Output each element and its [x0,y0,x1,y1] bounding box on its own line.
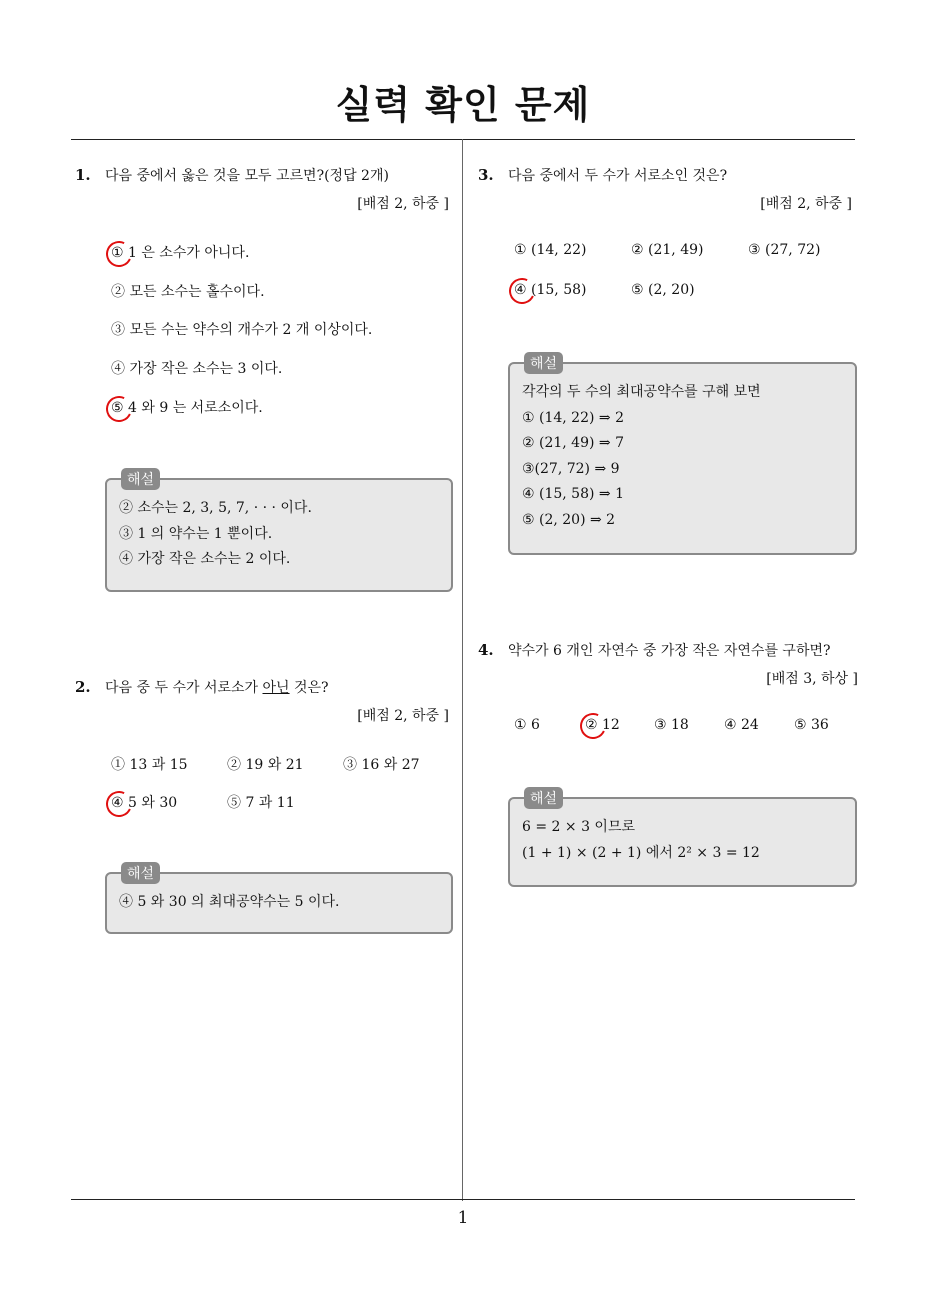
q2-option-2[interactable] [227,754,304,774]
explanation-line: ② (21, 49) ⇒ 7 [522,435,624,451]
option-mark: ① [111,757,125,773]
question-text: 약수가 6 개인 자연수 중 가장 작은 자연수를 구하면? [508,643,831,659]
question-text [105,677,329,697]
question-1 [75,165,449,213]
option-text: 19 와 21 [245,757,304,773]
explanation-line: (1 + 1) × (2 + 1) 에서 2² × 3 = 12 [522,844,760,861]
explanation-line: ⑤ (2, 20) ⇒ 2 [522,511,616,528]
score-info: [배점 2, 하중 ] [760,196,852,212]
question-3 [478,165,852,213]
answer-circle-mark: ② [585,717,598,733]
option-text: 모든 수는 약수의 개수가 2 개 이상이다. [129,322,373,338]
q2-option-5[interactable] [227,792,295,812]
question-text-underlined: 아닌 [262,680,290,696]
option-mark: ③ [111,322,125,338]
question-number: 4. [478,641,494,659]
question-4 [478,640,858,688]
q4-option-1[interactable] [514,717,540,733]
explanation-line: 각각의 두 수의 최대공약수를 구해 보면 [522,384,761,400]
explanation-line: ④ (15, 58) ⇒ 1 [522,486,624,502]
q2-option-3[interactable] [343,754,420,774]
option-mark: ① [514,242,527,258]
option-text: 13 과 15 [129,757,188,773]
explanation-line: ③(27, 72) ⇒ 9 [522,460,620,477]
option-mark: ⑤ [227,795,241,811]
explanation-label: 해설 [121,468,160,490]
page-title: 실력 확인 문제 [335,83,591,127]
option-text: (15, 58) [531,282,587,298]
option-text: 24 [741,717,759,733]
q1-explanation-box [105,472,453,592]
question-text-part: 것은? [289,680,329,696]
question-text: 다음 중에서 옳은 것을 모두 고르면?(정답 2개) [105,168,389,184]
option-text: 모든 소수는 홀수이다. [129,284,265,300]
explanation-line: ② 소수는 2, 3, 5, 7, · · · 이다. [119,500,312,516]
page-number: 1 [457,1208,469,1228]
score-info: [배점 3, 하상 ] [766,671,858,687]
option-mark: ② [631,242,644,258]
top-divider [71,139,855,140]
column-divider [462,139,463,1201]
explanation-line: ① (14, 22) ⇒ 2 [522,409,624,426]
explanation-label: 해설 [524,352,563,374]
option-mark: ④ [724,717,737,733]
option-text: (21, 49) [648,242,704,258]
q4-option-2[interactable] [585,717,620,733]
q3-option-5[interactable] [631,282,695,298]
q1-option-3[interactable] [111,319,372,339]
option-text: 6 [531,717,540,733]
option-mark: ⑤ [794,717,807,733]
q2-option-1[interactable] [111,754,188,774]
question-number: 2. [75,678,91,696]
option-text: 5 와 30 [128,795,178,811]
score-info: [배점 2, 하중 ] [357,708,449,724]
explanation-line: ③ 1 의 약수는 1 뿐이다. [119,525,273,542]
q4-explanation-box [508,791,857,887]
option-text: 36 [811,717,829,733]
option-text: 1 은 소수가 아니다. [128,245,250,261]
bottom-divider [71,1199,855,1200]
option-text: 18 [671,717,689,733]
q4-option-3[interactable] [654,717,689,733]
question-text: 다음 중에서 두 수가 서로소인 것은? [508,168,728,184]
explanation-line: ④ 5 와 30 의 최대공약수는 5 이다. [119,894,340,910]
option-text: (14, 22) [531,242,587,258]
answer-circle-mark: ④ [514,282,527,298]
question-2 [75,677,449,725]
option-mark: ② [227,757,241,773]
explanation-line: ④ 가장 작은 소수는 2 이다. [119,551,291,567]
option-text: 4 와 9 는 서로소이다. [128,400,263,416]
explanation-label: 해설 [121,862,160,884]
option-mark: ② [111,284,125,300]
q4-option-4[interactable] [724,717,759,733]
q3-option-2[interactable] [631,242,703,258]
option-text: (2, 20) [648,282,695,298]
q3-explanation-box [508,356,857,555]
q1-option-1[interactable] [111,242,249,262]
q1-option-2[interactable] [111,281,265,301]
option-text: 7 과 11 [245,795,295,811]
option-mark: ① [514,717,527,733]
score-info: [배점 2, 하중 ] [357,196,449,212]
answer-circle-mark: ④ [111,795,124,811]
option-mark: ③ [748,242,761,258]
explanation-line: 6 = 2 × 3 이므로 [522,819,636,835]
option-mark: ③ [343,757,357,773]
question-number: 3. [478,166,494,184]
q2-option-4[interactable] [111,792,177,812]
q3-option-3[interactable] [748,242,820,258]
question-text-part: 다음 중 두 수가 서로소가 [105,680,263,696]
q3-option-4[interactable] [514,282,586,298]
explanation-label: 해설 [524,787,563,809]
option-text: (27, 72) [765,242,821,258]
question-number: 1. [75,166,91,184]
q4-option-5[interactable] [794,717,829,733]
option-mark: ③ [654,717,667,733]
answer-circle-mark: ① [111,245,124,261]
option-text: 16 와 27 [361,757,420,773]
option-text: 가장 작은 소수는 3 이다. [129,361,283,377]
q3-option-1[interactable] [514,242,586,258]
option-mark: ⑤ [631,282,644,298]
q1-option-4[interactable] [111,358,282,378]
option-text: 12 [602,717,620,733]
option-mark: ④ [111,361,125,377]
answer-circle-mark: ⑤ [111,400,124,416]
q1-option-5[interactable] [111,397,263,417]
q2-explanation-box [105,866,453,934]
